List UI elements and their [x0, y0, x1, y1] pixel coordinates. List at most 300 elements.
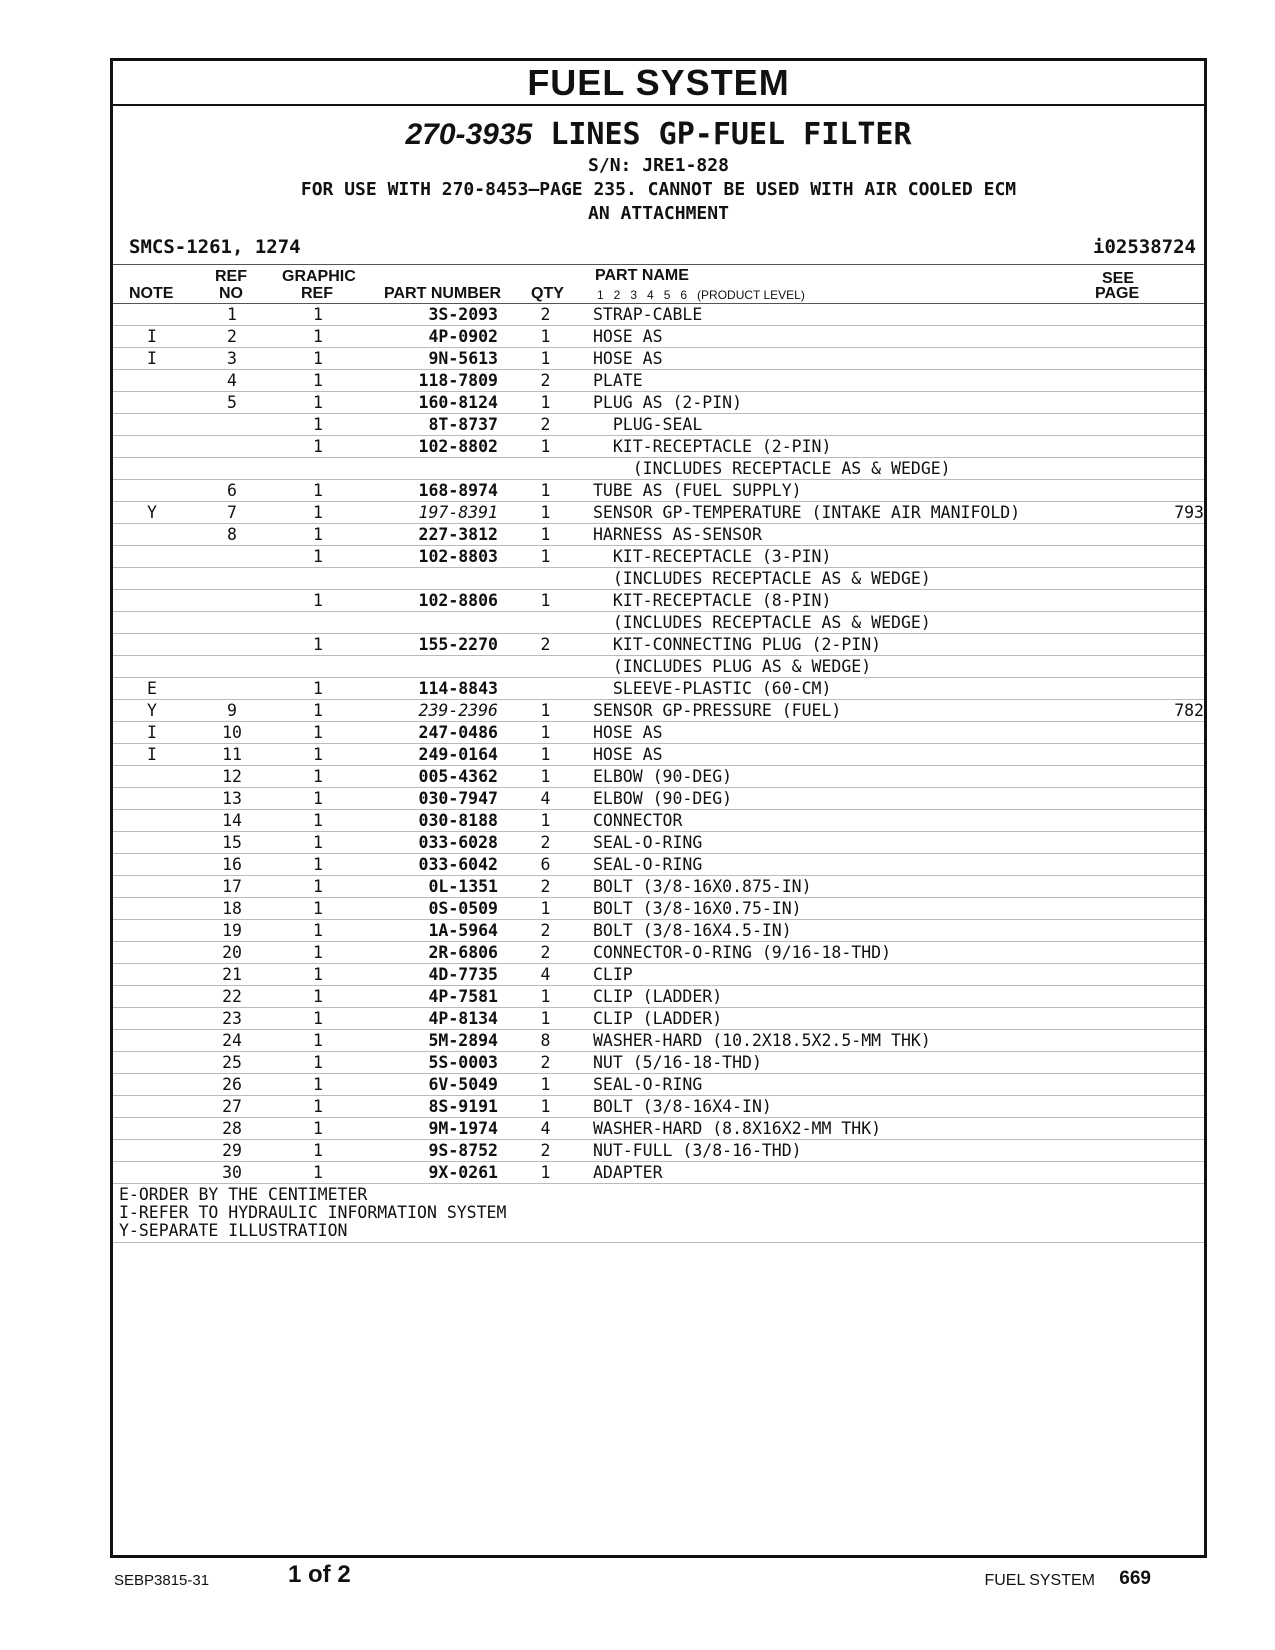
cell-see-page: [1113, 986, 1204, 1008]
cell-see-page: [1113, 590, 1204, 612]
table-row: [113, 678, 1204, 700]
cell-part-number: 6V-5049: [363, 1074, 498, 1096]
cell-graphic-ref: 1: [273, 1074, 363, 1096]
cell-graphic-ref: 1: [273, 1052, 363, 1074]
cell-see-page: [1113, 744, 1204, 766]
table-row: [113, 700, 1204, 722]
cell-qty: 1: [498, 766, 593, 788]
cell-graphic-ref: 1: [273, 392, 363, 414]
cell-graphic-ref: 1: [273, 634, 363, 656]
cell-ref-no: 13: [191, 788, 273, 810]
cell-graphic-ref: [273, 612, 363, 634]
cell-note: [113, 1162, 191, 1184]
cell-ref-no: [191, 656, 273, 678]
cell-ref-no: [191, 568, 273, 590]
col-note: NOTE: [129, 285, 174, 302]
table-row: [113, 1096, 1204, 1118]
cell-qty: 2: [498, 1052, 593, 1074]
cell-graphic-ref: 1: [273, 766, 363, 788]
cell-graphic-ref: 1: [273, 964, 363, 986]
cell-part-name: KIT-RECEPTACLE (8-PIN): [593, 590, 1113, 612]
col-gref-1: GRAPHIC: [282, 268, 356, 285]
cell-part-name: CLIP (LADDER): [593, 986, 1113, 1008]
cell-part-number: 3S-2093: [363, 304, 498, 326]
col-part-name: PART NAME: [595, 267, 689, 284]
cell-part-name: WASHER-HARD (10.2X18.5X2.5-MM THK): [593, 1030, 1113, 1052]
cell-qty: 1: [498, 546, 593, 568]
cell-note: I: [113, 326, 191, 348]
cell-qty: 2: [498, 414, 593, 436]
cell-part-number: 030-8188: [363, 810, 498, 832]
cell-graphic-ref: 1: [273, 1162, 363, 1184]
cell-part-number: [363, 656, 498, 678]
table-row: [113, 458, 1204, 480]
cell-qty: 2: [498, 876, 593, 898]
cell-note: [113, 964, 191, 986]
usage-note: FOR USE WITH 270-8453—PAGE 235. CANNOT BE USED WITH AIR COOLED ECM: [300, 179, 1017, 200]
table-row: [113, 1074, 1204, 1096]
cell-part-number: [363, 568, 498, 590]
table-row: [113, 942, 1204, 964]
cell-note: [113, 612, 191, 634]
cell-graphic-ref: 1: [273, 986, 363, 1008]
cell-part-name: (INCLUDES PLUG AS & WEDGE): [593, 656, 1113, 678]
table-row: [113, 480, 1204, 502]
cell-ref-no: 5: [191, 392, 273, 414]
cell-note: I: [113, 722, 191, 744]
cell-ref-no: 20: [191, 942, 273, 964]
cell-note: [113, 480, 191, 502]
cell-note: [113, 370, 191, 392]
cell-qty: 1: [498, 722, 593, 744]
cell-ref-no: 2: [191, 326, 273, 348]
cell-part-number: 9S-8752: [363, 1140, 498, 1162]
cell-part-name: (INCLUDES RECEPTACLE AS & WEDGE): [593, 458, 1113, 480]
cell-graphic-ref: 1: [273, 1096, 363, 1118]
cell-see-page: [1113, 832, 1204, 854]
cell-part-number: 033-6028: [363, 832, 498, 854]
cell-qty: 8: [498, 1030, 593, 1052]
cell-see-page: [1113, 1008, 1204, 1030]
cell-note: [113, 832, 191, 854]
table-row: [113, 370, 1204, 392]
cell-qty: 4: [498, 788, 593, 810]
cell-part-number: 227-3812: [363, 524, 498, 546]
table-row: [113, 876, 1204, 898]
cell-graphic-ref: 1: [273, 788, 363, 810]
cell-see-page: [1113, 480, 1204, 502]
cell-note: [113, 1052, 191, 1074]
cell-part-number: 168-8974: [363, 480, 498, 502]
page-footer: [0, 1560, 1275, 1600]
cell-part-name: PLUG-SEAL: [593, 414, 1113, 436]
cell-qty: 4: [498, 964, 593, 986]
cell-see-page: [1113, 1052, 1204, 1074]
table-row: [113, 898, 1204, 920]
table-row: [113, 766, 1204, 788]
col-gref-2: REF: [301, 285, 333, 302]
cell-part-number: 9M-1974: [363, 1118, 498, 1140]
cell-see-page: [1113, 612, 1204, 634]
table-row: [113, 1008, 1204, 1030]
cell-graphic-ref: [273, 458, 363, 480]
table-row: [113, 1052, 1204, 1074]
cell-part-number: 030-7947: [363, 788, 498, 810]
cell-graphic-ref: 1: [273, 1118, 363, 1140]
cell-ref-no: [191, 678, 273, 700]
cell-part-number: 155-2270: [363, 634, 498, 656]
cell-note: [113, 942, 191, 964]
cell-note: [113, 414, 191, 436]
col-product-level: 1 2 3 4 5 6 (PRODUCT LEVEL): [597, 288, 805, 302]
page-of: 1 of 2: [288, 1561, 351, 1588]
cell-note: [113, 1140, 191, 1162]
note-y: Y-SEPARATE ILLUSTRATION: [119, 1221, 348, 1240]
table-row: [113, 854, 1204, 876]
cell-see-page: [1113, 766, 1204, 788]
cell-ref-no: 11: [191, 744, 273, 766]
table-row: [113, 612, 1204, 634]
cell-note: Y: [113, 502, 191, 524]
cell-ref-no: [191, 612, 273, 634]
col-ref-2: NO: [219, 285, 243, 302]
cell-qty: 1: [498, 1096, 593, 1118]
page-frame: [110, 58, 1207, 1558]
cell-qty: 2: [498, 370, 593, 392]
cell-graphic-ref: 1: [273, 854, 363, 876]
cell-note: I: [113, 348, 191, 370]
illustration-id: i02538724: [1093, 236, 1196, 258]
cell-qty: [498, 458, 593, 480]
cell-graphic-ref: 1: [273, 678, 363, 700]
cell-part-name: SENSOR GP-PRESSURE (FUEL): [593, 700, 1113, 722]
cell-qty: 1: [498, 898, 593, 920]
cell-qty: 2: [498, 942, 593, 964]
col-qty: QTY: [531, 285, 564, 302]
cell-note: [113, 634, 191, 656]
cell-part-number: 5M-2894: [363, 1030, 498, 1052]
cell-part-number: 1A-5964: [363, 920, 498, 942]
id-line: [113, 236, 1204, 262]
cell-see-page: [1113, 788, 1204, 810]
table-row: [113, 546, 1204, 568]
cell-part-name: CONNECTOR-O-RING (9/16-18-THD): [593, 942, 1113, 964]
cell-qty: 2: [498, 304, 593, 326]
cell-ref-no: 24: [191, 1030, 273, 1052]
cell-graphic-ref: 1: [273, 326, 363, 348]
cell-ref-no: 12: [191, 766, 273, 788]
cell-part-name: STRAP-CABLE: [593, 304, 1113, 326]
cell-part-number: 9N-5613: [363, 348, 498, 370]
cell-part-name: SENSOR GP-TEMPERATURE (INTAKE AIR MANIFOLD): [593, 502, 1113, 524]
cell-ref-no: [191, 436, 273, 458]
cell-graphic-ref: 1: [273, 1008, 363, 1030]
cell-graphic-ref: 1: [273, 436, 363, 458]
cell-ref-no: 16: [191, 854, 273, 876]
cell-part-number: 9X-0261: [363, 1162, 498, 1184]
col-part-number: PART NUMBER: [384, 285, 502, 302]
cell-part-name: CLIP: [593, 964, 1113, 986]
cell-ref-no: 14: [191, 810, 273, 832]
cell-part-number: 0S-0509: [363, 898, 498, 920]
table-row: [113, 1140, 1204, 1162]
cell-part-name: NUT-FULL (3/8-16-THD): [593, 1140, 1113, 1162]
cell-graphic-ref: 1: [273, 920, 363, 942]
cell-part-number: 247-0486: [363, 722, 498, 744]
cell-part-number: 102-8806: [363, 590, 498, 612]
cell-see-page: [1113, 326, 1204, 348]
cell-see-page: [1113, 370, 1204, 392]
cell-qty: 1: [498, 1008, 593, 1030]
cell-ref-no: [191, 546, 273, 568]
cell-note: [113, 1074, 191, 1096]
cell-part-name: PLATE: [593, 370, 1113, 392]
cell-note: [113, 392, 191, 414]
table-row: [113, 414, 1204, 436]
cell-see-page: [1113, 942, 1204, 964]
serial-number: S/N: JRE1-828: [588, 155, 729, 176]
cell-note: [113, 854, 191, 876]
cell-graphic-ref: 1: [273, 942, 363, 964]
cell-qty: 2: [498, 634, 593, 656]
cell-see-page: [1113, 678, 1204, 700]
cell-note: [113, 810, 191, 832]
cell-part-name: WASHER-HARD (8.8X16X2-MM THK): [593, 1118, 1113, 1140]
cell-note: [113, 436, 191, 458]
cell-graphic-ref: 1: [273, 524, 363, 546]
cell-ref-no: 29: [191, 1140, 273, 1162]
cell-part-name: BOLT (3/8-16X0.75-IN): [593, 898, 1113, 920]
cell-see-page: [1113, 392, 1204, 414]
cell-note: [113, 766, 191, 788]
cell-part-number: 197-8391: [363, 502, 498, 524]
cell-note: [113, 590, 191, 612]
cell-part-name: PLUG AS (2-PIN): [593, 392, 1113, 414]
cell-note: [113, 1118, 191, 1140]
cell-see-page: [1113, 1096, 1204, 1118]
cell-part-number: 249-0164: [363, 744, 498, 766]
cell-part-number: 005-4362: [363, 766, 498, 788]
cell-ref-no: 10: [191, 722, 273, 744]
table-row: [113, 832, 1204, 854]
cell-see-page: [1113, 656, 1204, 678]
cell-part-number: 2R-6806: [363, 942, 498, 964]
cell-note: [113, 458, 191, 480]
cell-part-number: [363, 612, 498, 634]
cell-qty: 2: [498, 920, 593, 942]
table-row: [113, 524, 1204, 546]
cell-note: [113, 656, 191, 678]
cell-part-name: KIT-RECEPTACLE (2-PIN): [593, 436, 1113, 458]
cell-part-number: 8S-9191: [363, 1096, 498, 1118]
cell-part-number: 4D-7735: [363, 964, 498, 986]
table-row: [113, 656, 1204, 678]
cell-part-number: 5S-0003: [363, 1052, 498, 1074]
cell-note: [113, 1008, 191, 1030]
cell-part-name: BOLT (3/8-16X4.5-IN): [593, 920, 1113, 942]
table-row: [113, 568, 1204, 590]
cell-qty: 1: [498, 480, 593, 502]
section-title: FUEL SYSTEM: [113, 61, 1204, 106]
cell-part-number: 0L-1351: [363, 876, 498, 898]
cell-graphic-ref: 1: [273, 700, 363, 722]
cell-ref-no: 1: [191, 304, 273, 326]
table-row: [113, 920, 1204, 942]
cell-see-page: [1113, 568, 1204, 590]
cell-graphic-ref: 1: [273, 744, 363, 766]
group-name: LINES GP-FUEL FILTER: [550, 117, 912, 152]
cell-note: [113, 986, 191, 1008]
cell-see-page: [1113, 436, 1204, 458]
cell-part-name: HOSE AS: [593, 348, 1113, 370]
cell-qty: 1: [498, 524, 593, 546]
cell-qty: 1: [498, 590, 593, 612]
table-row: [113, 964, 1204, 986]
cell-qty: 2: [498, 832, 593, 854]
cell-see-page: [1113, 546, 1204, 568]
cell-qty: 1: [498, 744, 593, 766]
cell-see-page: [1113, 1030, 1204, 1052]
cell-part-name: SEAL-O-RING: [593, 854, 1113, 876]
cell-part-number: 4P-7581: [363, 986, 498, 1008]
table-row: [113, 744, 1204, 766]
doc-number: SEBP3815-31: [114, 1572, 210, 1589]
cell-note: [113, 546, 191, 568]
cell-see-page: [1113, 722, 1204, 744]
cell-part-name: ADAPTER: [593, 1162, 1113, 1184]
cell-see-page: [1113, 458, 1204, 480]
cell-see-page: [1113, 964, 1204, 986]
cell-see-page: [1113, 1140, 1204, 1162]
cell-part-name: ELBOW (90-DEG): [593, 788, 1113, 810]
cell-see-page: [1113, 348, 1204, 370]
cell-part-number: 118-7809: [363, 370, 498, 392]
parts-table: [113, 304, 1204, 1184]
cell-qty: [498, 678, 593, 700]
cell-ref-no: [191, 634, 273, 656]
cell-graphic-ref: 1: [273, 1140, 363, 1162]
cell-qty: [498, 612, 593, 634]
cell-see-page: [1113, 414, 1204, 436]
cell-ref-no: 22: [191, 986, 273, 1008]
cell-note: [113, 304, 191, 326]
cell-ref-no: 18: [191, 898, 273, 920]
cell-qty: 1: [498, 1074, 593, 1096]
cell-note: I: [113, 744, 191, 766]
cell-note: [113, 898, 191, 920]
cell-note: [113, 568, 191, 590]
cell-ref-no: 26: [191, 1074, 273, 1096]
cell-part-name: (INCLUDES RECEPTACLE AS & WEDGE): [593, 612, 1113, 634]
table-row: [113, 1162, 1204, 1184]
table-row: [113, 986, 1204, 1008]
note-e: E-ORDER BY THE CENTIMETER: [119, 1185, 368, 1204]
cell-see-page: [1113, 810, 1204, 832]
cell-see-page: [1113, 634, 1204, 656]
cell-see-page: [1113, 304, 1204, 326]
cell-part-name: (INCLUDES RECEPTACLE AS & WEDGE): [593, 568, 1113, 590]
cell-part-number: 033-6042: [363, 854, 498, 876]
cell-note: [113, 876, 191, 898]
cell-ref-no: 7: [191, 502, 273, 524]
cell-part-name: BOLT (3/8-16X0.875-IN): [593, 876, 1113, 898]
cell-ref-no: 17: [191, 876, 273, 898]
cell-ref-no: [191, 590, 273, 612]
cell-see-page: [1113, 1118, 1204, 1140]
cell-graphic-ref: 1: [273, 876, 363, 898]
cell-qty: 1: [498, 326, 593, 348]
col-see-2: PAGE: [1095, 285, 1140, 302]
cell-qty: 2: [498, 1140, 593, 1162]
cell-part-number: 4P-0902: [363, 326, 498, 348]
cell-graphic-ref: 1: [273, 1030, 363, 1052]
cell-graphic-ref: 1: [273, 480, 363, 502]
cell-ref-no: 4: [191, 370, 273, 392]
cell-graphic-ref: [273, 568, 363, 590]
cell-graphic-ref: 1: [273, 722, 363, 744]
cell-note: [113, 788, 191, 810]
cell-part-number: 114-8843: [363, 678, 498, 700]
cell-see-page: 793: [1113, 502, 1204, 524]
table-row: [113, 634, 1204, 656]
cell-graphic-ref: [273, 656, 363, 678]
cell-qty: 1: [498, 700, 593, 722]
cell-part-number: 102-8803: [363, 546, 498, 568]
cell-part-name: SEAL-O-RING: [593, 832, 1113, 854]
cell-part-name: HARNESS AS-SENSOR: [593, 524, 1113, 546]
cell-part-name: HOSE AS: [593, 326, 1113, 348]
table-row: [113, 1030, 1204, 1052]
cell-see-page: [1113, 1162, 1204, 1184]
cell-part-number: 160-8124: [363, 392, 498, 414]
cell-part-name: HOSE AS: [593, 722, 1113, 744]
table-row: [113, 436, 1204, 458]
page-number: 669: [1119, 1568, 1151, 1589]
cell-qty: 1: [498, 348, 593, 370]
cell-qty: [498, 568, 593, 590]
cell-see-page: [1113, 898, 1204, 920]
attachment-note: AN ATTACHMENT: [588, 203, 729, 224]
cell-note: [113, 1030, 191, 1052]
cell-graphic-ref: 1: [273, 370, 363, 392]
cell-qty: 4: [498, 1118, 593, 1140]
cell-part-name: HOSE AS: [593, 744, 1113, 766]
cell-part-name: KIT-RECEPTACLE (3-PIN): [593, 546, 1113, 568]
table-row: [113, 304, 1204, 326]
smcs-codes: SMCS-1261, 1274: [129, 236, 301, 258]
cell-qty: 1: [498, 1162, 593, 1184]
cell-part-number: 239-2396: [363, 700, 498, 722]
column-header: [113, 264, 1204, 304]
table-row: [113, 392, 1204, 414]
cell-qty: 6: [498, 854, 593, 876]
cell-note: Y: [113, 700, 191, 722]
table-row: [113, 502, 1204, 524]
cell-qty: 1: [498, 986, 593, 1008]
col-ref-1: REF: [215, 268, 247, 285]
cell-graphic-ref: 1: [273, 348, 363, 370]
cell-see-page: [1113, 524, 1204, 546]
cell-note: [113, 1096, 191, 1118]
cell-graphic-ref: 1: [273, 414, 363, 436]
cell-part-name: ELBOW (90-DEG): [593, 766, 1113, 788]
cell-ref-no: [191, 458, 273, 480]
cell-qty: [498, 656, 593, 678]
cell-ref-no: 15: [191, 832, 273, 854]
cell-ref-no: 8: [191, 524, 273, 546]
cell-part-name: KIT-CONNECTING PLUG (2-PIN): [593, 634, 1113, 656]
cell-see-page: [1113, 1074, 1204, 1096]
